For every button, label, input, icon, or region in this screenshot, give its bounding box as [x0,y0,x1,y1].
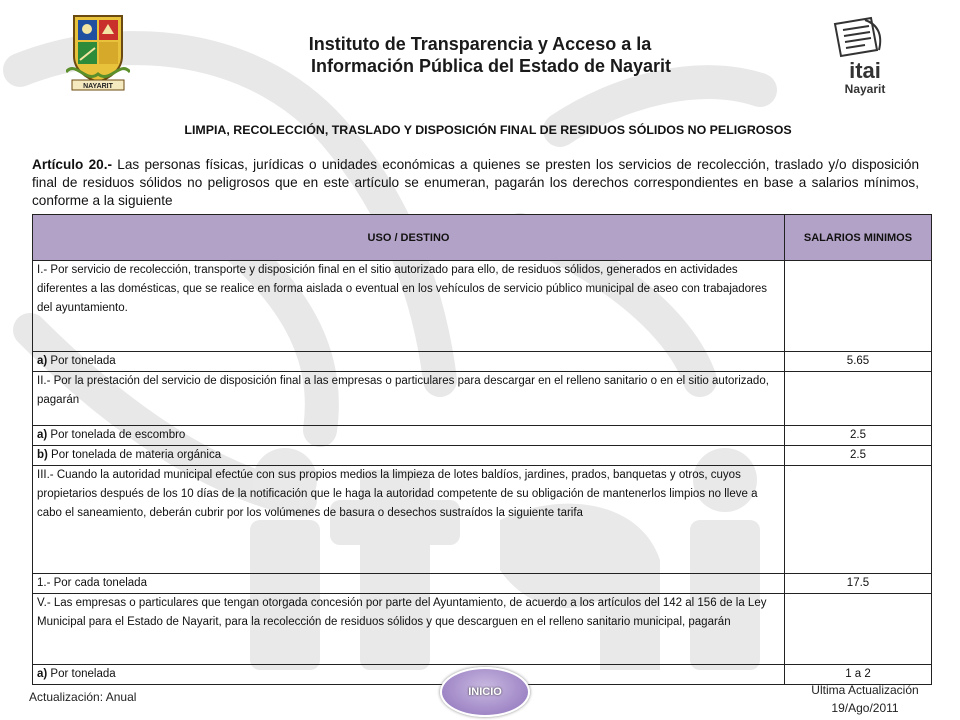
row-description: I.- Por servicio de recolección, transporte y disposición final en el sitio autorizado para ello, de residuos sólidos, generados en actividades diferentes a las domésticas, que se realice en forma aislada o eventual en los vehículos de servicio público municipal de aseo con trabajadores del ayuntamiento. [33,261,785,352]
row-description: b) Por tonelada de materia orgánica [33,446,785,466]
page-title [220,33,740,77]
intro-paragraph [32,156,919,210]
last-update-date: 19/Ago/2011 [831,701,899,715]
table-row [33,261,932,352]
update-frequency: Actualización: Anual [29,690,137,704]
itai-nayarit-logo [825,16,905,96]
last-update-label: Ultima Actualización [811,683,919,697]
row-description: V.- Las empresas o particulares que tengan otorgada concesión por parte del Ayuntamiento, de acuerdo a los artículos del 142 al 156 de la Ley Municipal para el Estado de Nayarit, para la recolección de residuos sólidos y que descarguen en el relleno sanitario municipal, pagarán [33,594,785,665]
row-value: 2.5 [785,426,932,446]
fees-table [32,214,932,685]
table-row [33,446,932,466]
inicio-button[interactable]: INICIO [440,667,530,717]
table-row [33,466,932,574]
header-salarios-minimos: SALARIOS MINIMOS [785,215,932,261]
row-value [785,466,932,574]
last-update [790,681,940,717]
row-description: a) Por tonelada [33,665,785,685]
row-value [785,261,932,352]
row-description: a) Por tonelada de escombro [33,426,785,446]
table-row [33,372,932,426]
itai-logo-text: itai [849,58,881,83]
section-subtitle: LIMPIA, RECOLECCIÓN, TRASLADO Y DISPOSICIÓN FINAL DE RESIDUOS SÓLIDOS NO PELIGROSOS [184,123,792,137]
row-description: a) Por tonelada [33,352,785,372]
row-value [785,594,932,665]
row-value: 1 a 2 [785,665,932,685]
nayarit-coat-of-arms-logo [66,12,130,92]
table-row [33,574,932,594]
table-header-row [33,215,932,261]
itai-logo-subtext: Nayarit [844,82,886,96]
row-value: 5.65 [785,352,932,372]
article-label: Artículo 20.- [32,157,113,172]
row-description: 1.- Por cada tonelada [33,574,785,594]
header-uso-destino: USO / DESTINO [33,215,785,261]
nayarit-logo-label: NAYARIT [83,83,113,90]
row-description: II.- Por la prestación del servicio de disposición final a las empresas o particulares para descargar en el relleno sanitario o en el sitio autorizado, pagarán [33,372,785,426]
intro-text: Las personas físicas, jurídicas o unidades económicas a quienes se presten los servicios de recolección, traslado y/o disposición final de residuos sólidos no peligrosos que en este artículo se enumeran, pagarán los derechos correspondientes en base a salarios mínimos, conforme a la siguiente [32,157,919,208]
title-line-1: Instituto de Transparencia y Acceso a la [308,34,652,54]
title-line-2: Información Pública del Estado de Nayarit [310,56,672,76]
row-value [785,372,932,426]
table-row [33,352,932,372]
table-row [33,426,932,446]
row-value: 2.5 [785,446,932,466]
row-value: 17.5 [785,574,932,594]
table-row [33,594,932,665]
row-description: III.- Cuando la autoridad municipal efectúe con sus propios medios la limpieza de lotes baldíos, jardines, prados, banquetas y otros, cuyos propietarios después de los 10 días de la notificación que le haga la autoridad competente de su obligación de mantenerlos limpios no lleve a cabo el saneamiento, deberán cubrir por los volúmenes de basura o desechos sustraídos la siguiente tarifa [33,466,785,574]
